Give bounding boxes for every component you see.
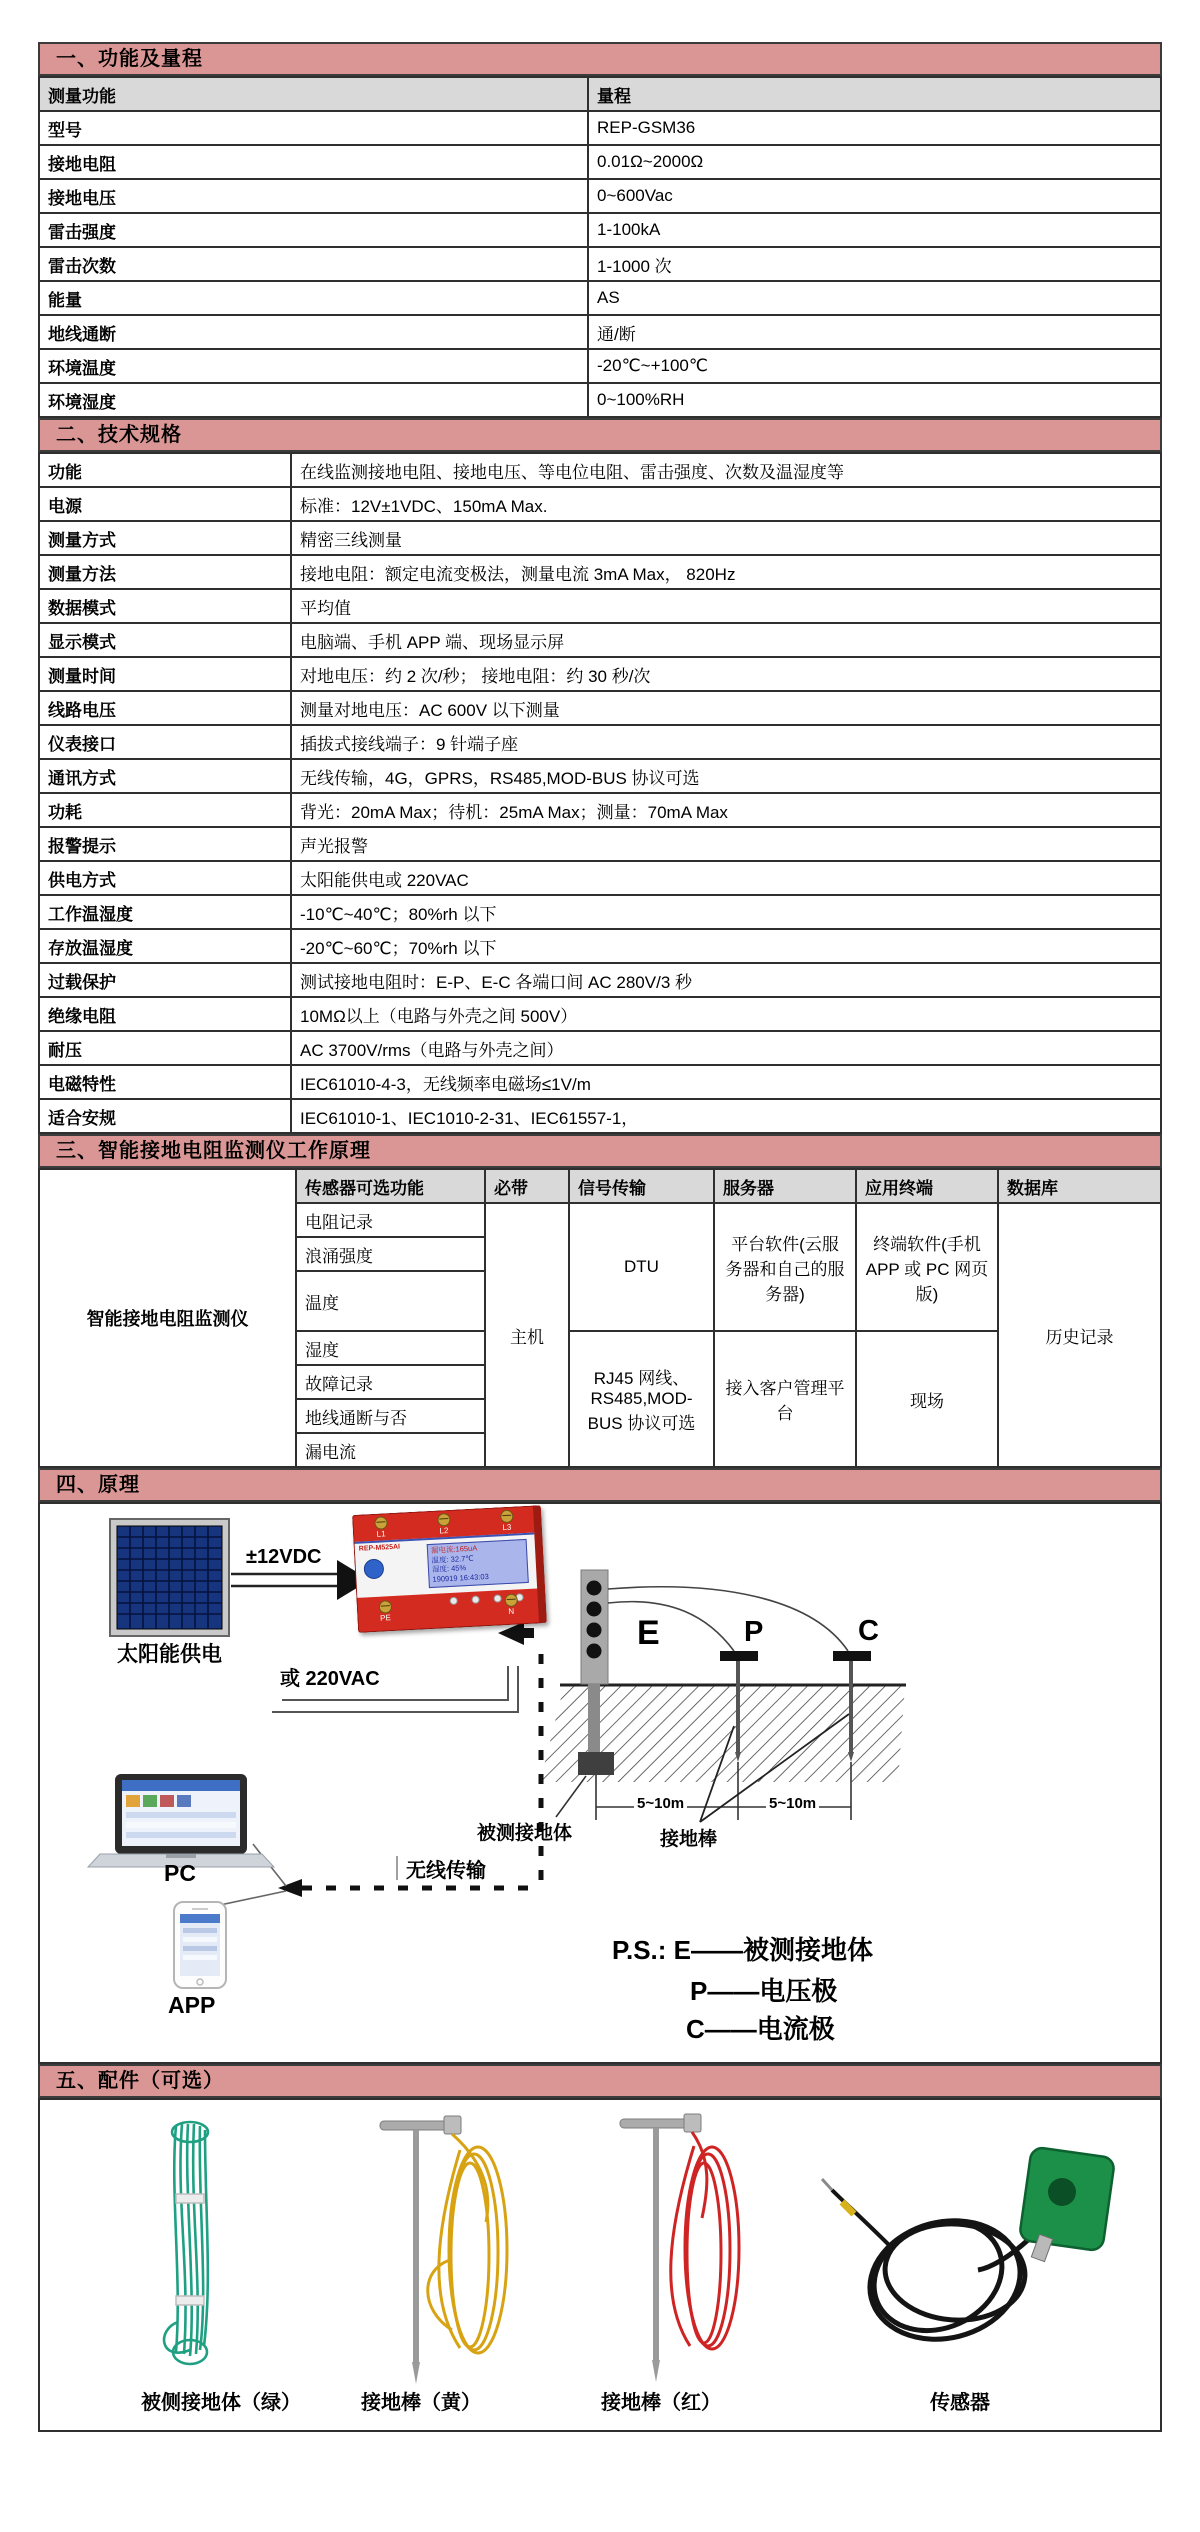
terminal-label-l3: L3	[502, 1522, 512, 1533]
lcd-line: 190919 16:43:03	[432, 1571, 489, 1584]
device-lcd-screen	[427, 1539, 529, 1588]
col-header-required: 必带	[485, 1169, 569, 1203]
wire-to-p	[608, 1602, 734, 1651]
principle-diagram	[38, 1502, 1162, 2064]
solar-power-label: 太阳能供电	[117, 1643, 222, 1666]
tech-specs-table	[38, 452, 1162, 1134]
table-row: 功能 在线监测接地电阻、接地电压、等电位电阻、雷击强度、次数及温湿度等	[39, 453, 1161, 487]
col-header-function: 测量功能	[39, 77, 588, 111]
accessory-label-yellow-rod: 接地棒（黄）	[361, 2392, 481, 2414]
terminal-label-l1: L1	[376, 1529, 386, 1539]
working-principle-table	[38, 1168, 1162, 1468]
table-row: 耐压 AC 3700V/rms（电路与外壳之间）	[39, 1031, 1161, 1065]
col-header-range: 量程	[588, 77, 1161, 111]
table-row: 雷击次数 1-1000 次	[39, 247, 1161, 281]
function-range-table	[38, 76, 1162, 418]
table-row: 线路电压 测量对地电压：AC 600V 以下测量	[39, 691, 1161, 725]
laptop-illustration	[88, 1774, 274, 1867]
table-row: 报警提示 声光报警	[39, 827, 1161, 861]
table-row: 环境温度 -20℃~+100℃	[39, 349, 1161, 383]
table-row: 能量 AS	[39, 281, 1161, 315]
ps-note-line1: P.S.: E——被测接地体	[612, 1935, 874, 1965]
server-client-cell: 接入客户管理平台	[714, 1331, 856, 1467]
table-row: 地线通断 通/断	[39, 315, 1161, 349]
screw-terminal	[499, 1510, 513, 1524]
table-row: 故障记录	[39, 1365, 1161, 1399]
table-row: 环境湿度 0~100%RH	[39, 383, 1161, 417]
red-rod-illustration	[620, 2114, 739, 2382]
table-row: 通讯方式 无线传输，4G，GPRS，RS485,MOD-BUS 协议可选	[39, 759, 1161, 793]
section-bar-tech-specs: 二、技术规格	[38, 418, 1162, 452]
wireless-label: 无线传输	[406, 1860, 486, 1882]
measured-body-label: 被测接地体	[477, 1823, 573, 1844]
table-header-row	[39, 77, 1161, 111]
distance-label-1: 5~10m	[634, 1795, 687, 1812]
table-header-row	[39, 1169, 1161, 1203]
table-row: 电阻记录 主机 DTU 平台软件(云服务器和自己的服务器) 终端软件(手机 APP 或 PC 网页版) 历史记录	[39, 1203, 1161, 1237]
table-row: 工作温湿度 -10℃~40℃；80%rh 以下	[39, 895, 1161, 929]
table-row: 电磁特性 IEC61010-4-3，无线频率电磁场≤1V/m	[39, 1065, 1161, 1099]
brand-logo-icon	[363, 1558, 384, 1579]
principle-diagram-art	[40, 1504, 1162, 2062]
accessory-label-green-lead: 被侧接地体（绿）	[141, 2392, 301, 2414]
accessories-art	[40, 2100, 1162, 2430]
database-cell: 历史记录	[998, 1203, 1161, 1467]
signal-rj45-cell: RJ45 网线、RS485,MOD-BUS 协议可选	[569, 1331, 714, 1467]
phone-illustration	[174, 1902, 226, 1988]
table-row: 温度	[39, 1271, 1161, 1331]
table-row: 测量方法 接地电阻：额定电流变极法，测量电流 3mA Max， 820Hz	[39, 555, 1161, 589]
lcd-line: 湿度: 45%	[431, 1563, 467, 1574]
accessories-panel	[38, 2098, 1162, 2432]
screw-terminal	[374, 1516, 388, 1530]
table-row: 型号 REP-GSM36	[39, 111, 1161, 145]
app-label: APP	[168, 1992, 216, 2018]
required-cell: 主机	[485, 1203, 569, 1467]
col-header-database: 数据库	[998, 1169, 1161, 1203]
sensor-illustration	[822, 2147, 1115, 2355]
signal-dtu-cell: DTU	[569, 1203, 714, 1331]
monitoring-device-illustration	[352, 1505, 547, 1633]
table-row: 过载保护 测试接地电阻时：E-P、E-C 各端口间 AC 280V/3 秒	[39, 963, 1161, 997]
screw-terminal	[378, 1600, 392, 1614]
table-row: 雷击强度 1-100kA	[39, 213, 1161, 247]
table-row: 接地电压 0~600Vac	[39, 179, 1161, 213]
ground-rod-label: 接地棒	[660, 1829, 718, 1850]
terminal-software-cell: 终端软件(手机 APP 或 PC 网页版)	[856, 1203, 998, 1331]
solar-panel-illustration	[110, 1519, 229, 1636]
table-row: 显示模式 电脑端、手机 APP 端、现场显示屏	[39, 623, 1161, 657]
col-header-server: 服务器	[714, 1169, 856, 1203]
table-row: 地线通断与否	[39, 1399, 1161, 1433]
green-lead-illustration	[164, 2122, 208, 2364]
electrode-p-label: P	[744, 1616, 764, 1648]
device-model-text: REP-M525AI	[358, 1543, 401, 1553]
terminal-label-l2: L2	[439, 1526, 449, 1536]
col-header-sensor-options: 传感器可选功能	[296, 1169, 485, 1203]
table-row: 仪表接口 插拔式接线端子：9 针端子座	[39, 725, 1161, 759]
electrode-e-label: E	[637, 1614, 660, 1652]
screw-terminal	[437, 1513, 451, 1527]
table-row: 湿度 RJ45 网线、RS485,MOD-BUS 协议可选 接入客户管理平台 现场	[39, 1331, 1161, 1365]
terminal-onsite-cell: 现场	[856, 1331, 998, 1467]
server-platform-cell: 平台软件(云服务器和自己的服务器)	[714, 1203, 856, 1331]
table-row: 数据模式 平均值	[39, 589, 1161, 623]
section-bar-accessories: 五、配件（可选）	[38, 2064, 1162, 2098]
terminal-label-n: N	[508, 1606, 515, 1616]
section-bar-working-principle: 三、智能接地电阻监测仪工作原理	[38, 1134, 1162, 1168]
accessory-label-red-rod: 接地棒（红）	[601, 2392, 721, 2414]
datasheet-page	[38, 42, 1162, 2432]
ps-note-line3: C——电流极	[686, 2014, 835, 2044]
table-row: 测量方式 精密三线测量	[39, 521, 1161, 555]
table-row: 漏电流	[39, 1433, 1161, 1467]
col-header-signal: 信号传输	[569, 1169, 714, 1203]
ac-voltage-label: 或 220VAC	[280, 1668, 380, 1690]
electrode-c-label: C	[858, 1615, 879, 1647]
yellow-rod-illustration	[380, 2116, 507, 2384]
pc-label: PC	[164, 1860, 196, 1886]
section-bar-function-range: 一、功能及量程	[38, 42, 1162, 76]
screw-terminal	[504, 1594, 518, 1608]
table-row: 存放温湿度 -20℃~60℃；70%rh 以下	[39, 929, 1161, 963]
col-header-terminal: 应用终端	[856, 1169, 998, 1203]
table-row: 供电方式 太阳能供电或 220VAC	[39, 861, 1161, 895]
table-row: 测量时间 对地电压：约 2 次/秒； 接地电阻：约 30 秒/次	[39, 657, 1161, 691]
lcd-line: 温度: 32.7℃	[431, 1553, 474, 1565]
table-row: 适合安规 IEC61010-1、IEC1010-2-31、IEC61557-1，	[39, 1099, 1161, 1133]
dc-voltage-label: ±12VDC	[246, 1546, 322, 1568]
table-row: 功耗 背光：20mA Max；待机：25mA Max；测量：70mA Max	[39, 793, 1161, 827]
accessory-label-sensor: 传感器	[930, 2392, 990, 2414]
ps-note-line2: P——电压极	[690, 1976, 838, 2006]
table-row: 接地电阻 0.01Ω~2000Ω	[39, 145, 1161, 179]
distance-label-2: 5~10m	[766, 1795, 819, 1812]
table-row: 电源 标准：12V±1VDC、150mA Max.	[39, 487, 1161, 521]
device-front-panel	[354, 1533, 537, 1598]
device-name-cell: 智能接地电阻监测仪	[39, 1169, 296, 1467]
table-row: 绝缘电阻 10MΩ以上（电路与外壳之间 500V）	[39, 997, 1161, 1031]
measured-body-leader	[556, 1776, 586, 1817]
table-row: 浪涌强度	[39, 1237, 1161, 1271]
section-bar-principle: 四、原理	[38, 1468, 1162, 1502]
lcd-line: 漏电流:165uA	[430, 1543, 478, 1555]
terminal-label-pe: PE	[379, 1613, 392, 1623]
